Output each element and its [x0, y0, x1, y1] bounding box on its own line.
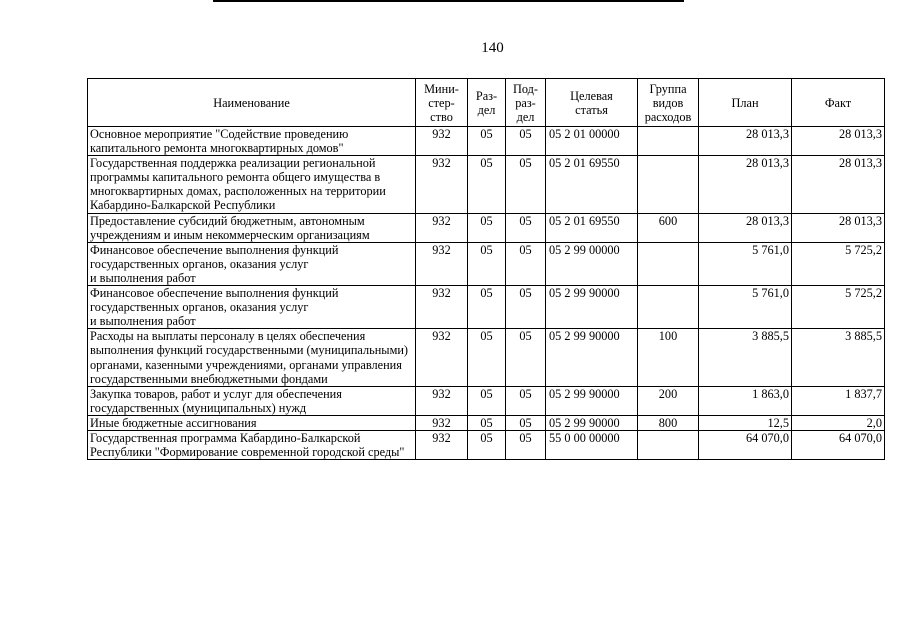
row-ministry: 932 [416, 430, 468, 459]
row-plan: 5 761,0 [699, 242, 792, 285]
row-group [638, 286, 699, 329]
row-section: 05 [468, 329, 506, 386]
row-section: 05 [468, 213, 506, 242]
table-row [88, 242, 885, 285]
row-plan: 64 070,0 [699, 430, 792, 459]
top-rule [213, 0, 684, 2]
header-plan: План [699, 79, 792, 127]
table-row [88, 156, 885, 213]
header-target: Целевая статья [546, 79, 638, 127]
row-subsection: 05 [506, 286, 546, 329]
row-group [638, 242, 699, 285]
row-ministry: 932 [416, 213, 468, 242]
row-name: Закупка товаров, работ и услуг для обеспечения государственных (муниципальных) нужд [88, 386, 416, 415]
row-fact: 28 013,3 [792, 127, 885, 156]
row-ministry: 932 [416, 156, 468, 213]
row-subsection: 05 [506, 430, 546, 459]
row-group: 800 [638, 415, 699, 430]
row-name: Иные бюджетные ассигнования [88, 415, 416, 430]
row-subsection: 05 [506, 242, 546, 285]
row-target: 05 2 01 00000 [546, 127, 638, 156]
row-target: 05 2 99 90000 [546, 286, 638, 329]
row-ministry: 932 [416, 127, 468, 156]
row-section: 05 [468, 242, 506, 285]
row-target: 05 2 01 69550 [546, 213, 638, 242]
row-target: 05 2 99 90000 [546, 329, 638, 386]
header-fact: Факт [792, 79, 885, 127]
row-ministry: 932 [416, 329, 468, 386]
row-fact: 64 070,0 [792, 430, 885, 459]
row-plan: 28 013,3 [699, 127, 792, 156]
row-name: Государственная поддержка реализации региональной программы капитального ремонта общего имущества в многоквартирных домах, расположенных на территории Кабардино-Балкарской Республики [88, 156, 416, 213]
header-row [88, 79, 885, 127]
header-ministry: Мини- стер- ство [416, 79, 468, 127]
row-plan: 28 013,3 [699, 156, 792, 213]
row-name: Финансовое обеспечение выполнения функций государственных органов, оказания услуг и выполнения работ [88, 242, 416, 285]
row-group: 200 [638, 386, 699, 415]
row-section: 05 [468, 286, 506, 329]
table-row [88, 386, 885, 415]
budget-body [88, 127, 885, 460]
row-group: 100 [638, 329, 699, 386]
row-subsection: 05 [506, 329, 546, 386]
row-group [638, 156, 699, 213]
row-fact: 28 013,3 [792, 156, 885, 213]
row-target: 05 2 99 90000 [546, 386, 638, 415]
row-fact: 2,0 [792, 415, 885, 430]
row-subsection: 05 [506, 386, 546, 415]
row-name: Предоставление субсидий бюджетным, автономным учреждениям и иным некоммерческим организациям [88, 213, 416, 242]
row-target: 05 2 99 90000 [546, 415, 638, 430]
row-ministry: 932 [416, 415, 468, 430]
row-section: 05 [468, 415, 506, 430]
row-name: Финансовое обеспечение выполнения функций государственных органов, оказания услуг и выполнения работ [88, 286, 416, 329]
row-section: 05 [468, 430, 506, 459]
row-subsection: 05 [506, 415, 546, 430]
row-name: Государственная программа Кабардино-Балкарской Республики "Формирование современной городской среды" [88, 430, 416, 459]
table-row [88, 286, 885, 329]
row-section: 05 [468, 156, 506, 213]
row-section: 05 [468, 127, 506, 156]
table-row [88, 127, 885, 156]
row-section: 05 [468, 386, 506, 415]
row-target: 05 2 99 00000 [546, 242, 638, 285]
row-fact: 28 013,3 [792, 213, 885, 242]
page-number: 140 [481, 40, 504, 56]
table-row [88, 415, 885, 430]
row-ministry: 932 [416, 386, 468, 415]
row-ministry: 932 [416, 286, 468, 329]
row-subsection: 05 [506, 156, 546, 213]
table-row [88, 213, 885, 242]
row-group: 600 [638, 213, 699, 242]
row-plan: 12,5 [699, 415, 792, 430]
row-plan: 5 761,0 [699, 286, 792, 329]
row-name: Расходы на выплаты персоналу в целях обеспечения выполнения функций государственными (муниципальными) органами, казенными учреждениями, органами управления государственными внебюджетными фондами [88, 329, 416, 386]
row-subsection: 05 [506, 213, 546, 242]
row-target: 55 0 00 00000 [546, 430, 638, 459]
header-group: Группа видов расходов [638, 79, 699, 127]
row-name: Основное мероприятие "Содействие проведению капитального ремонта многоквартирных домов" [88, 127, 416, 156]
row-fact: 3 885,5 [792, 329, 885, 386]
row-plan: 28 013,3 [699, 213, 792, 242]
row-fact: 1 837,7 [792, 386, 885, 415]
row-plan: 1 863,0 [699, 386, 792, 415]
header-name: Наименование [88, 79, 416, 127]
row-subsection: 05 [506, 127, 546, 156]
row-group [638, 127, 699, 156]
header-subsection: Под- раз- дел [506, 79, 546, 127]
row-fact: 5 725,2 [792, 242, 885, 285]
row-target: 05 2 01 69550 [546, 156, 638, 213]
row-fact: 5 725,2 [792, 286, 885, 329]
table-row [88, 430, 885, 459]
budget-table [87, 78, 885, 460]
row-ministry: 932 [416, 242, 468, 285]
table-row [88, 329, 885, 386]
header-section: Раз- дел [468, 79, 506, 127]
row-plan: 3 885,5 [699, 329, 792, 386]
row-group [638, 430, 699, 459]
